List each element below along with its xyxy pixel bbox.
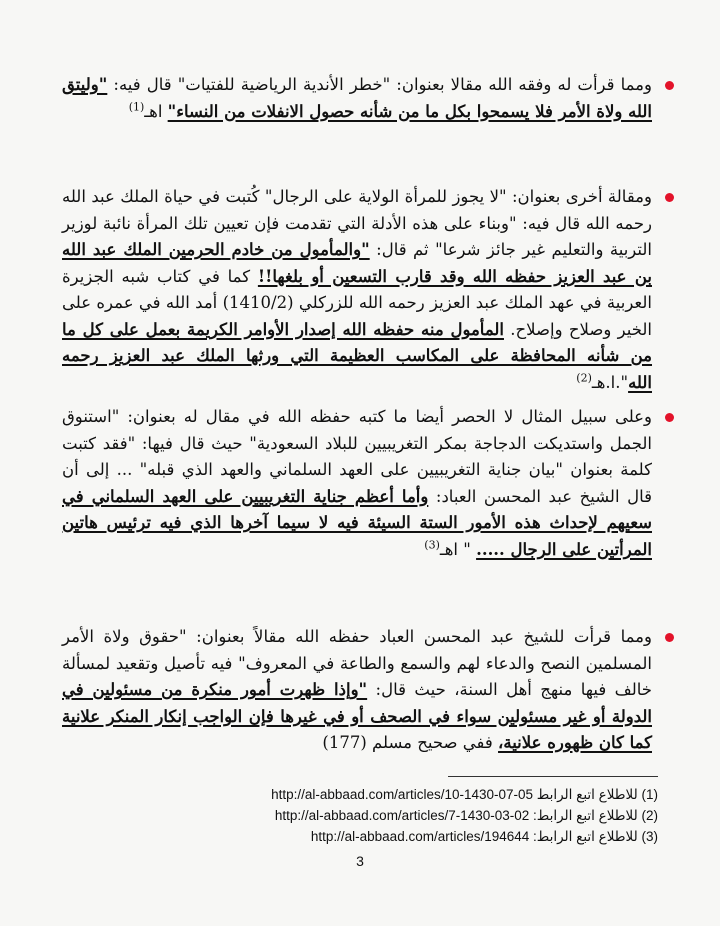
footnote-ref[interactable]: (1) (128, 100, 145, 113)
footnote-link[interactable]: http://al-abbaad.com/articles/7-1430-03-02 (274, 808, 530, 823)
bold-quote: "والمأمول من خادم الحرمين الملك عبد الله بن عبد العزيز حفظه الله وقد قارب التسعين أو بلغها!! (62, 240, 652, 286)
footnote-number: (2) (641, 808, 658, 823)
page-number: 3 (356, 853, 364, 869)
footnote-link[interactable]: http://al-abbaad.com/articles/194644 (310, 829, 530, 844)
footnote-label: للاطلاع اتبع الرابط (536, 787, 638, 802)
footnote-1 (58, 784, 658, 805)
paragraph-1 (62, 72, 662, 125)
bullet-icon (665, 81, 674, 90)
bold-quote: "وإذا ظهرت أمور منكرة من مسئولين في الدولة أو غير مسئولين سواء في الصحف أو في غيرها فإن الواجب إنكار المنكر علانية كما كان ظهوره علانية، (62, 680, 652, 752)
bullet-icon (665, 193, 674, 202)
footnote-label: للاطلاع اتبع الرابط: (533, 808, 638, 823)
footnote-divider (448, 776, 658, 777)
paragraph-2 (62, 184, 662, 396)
footnote-label: للاطلاع اتبع الرابط: (533, 829, 638, 844)
bold-quote: وأما أعظم جناية التغريبيين على العهد السلماني في سعيهم لإحداث هذه الأمور الستة السيئة فيه لا سيما آخرها الذي فيه ترئيس هاتين المرأتين على الرجال ..... (62, 486, 652, 559)
footnote-3 (58, 826, 658, 847)
paragraph-text: ".ا.هـ (591, 372, 629, 392)
bullet-icon (665, 633, 674, 642)
footnote-2 (58, 805, 658, 826)
paragraph-text: ومقالة أخرى بعنوان: "لا يجوز للمرأة الولاية على الرجال" كُتبت في حياة الملك عبد الله رحمه الله قال فيه: "وبناء على هذه الأدلة التي تقدمت فإن تعيين تلك المرأة نائبة لوزير التربية والتعليم غير جائز شرعا" ثم قال: (62, 187, 652, 259)
footnote-ref[interactable]: (3) (424, 538, 440, 551)
paragraph-text: " اهـ (439, 539, 477, 559)
footnote-link[interactable]: http://al-abbaad.com/articles/10-1430-07-05 (271, 787, 534, 802)
paragraph-text: اهـ (144, 101, 168, 121)
paragraph-4 (62, 624, 662, 757)
footnote-number: (1) (641, 787, 658, 802)
footnote-ref[interactable]: (2) (576, 371, 592, 384)
paragraph-text: كما في كتاب شبه الجزيرة العربية في عهد الملك عبد العزيز رحمه الله للزركلي (1410/2) أمد الله في عمره على الخير وصلاح وإصلاح. (62, 266, 653, 339)
paragraph-text: ومما قرأت للشيخ عبد المحسن العباد حفظه الله مقالاً بعنوان: "حقوق ولاة الأمر المسلمين النصح والدعاء لهم والسمع والطاعة في المعروف" فيه تأصيل وتقعيد لمسألة خالف فيها منهج أهل السنة، حيث قال: (62, 627, 652, 699)
footnotes (58, 784, 658, 847)
paragraph-text: ومما قرأت له وفقه الله مقالا بعنوان: "خطر الأندية الرياضية للفتيات" قال فيه: (107, 75, 652, 94)
footnote-number: (3) (641, 829, 658, 844)
bold-quote: المأمول منه حفظه الله إصدار الأوامر الكريمة بعمل على كل ما من شأنه المحافظة على المكاسب العظيمة التي ورثها الملك عبد العزيز رحمه الله (62, 319, 652, 392)
paragraph-3 (62, 404, 662, 563)
paragraph-text: ففي صحيح مسلم (177) (322, 733, 499, 752)
bold-quote: "وليتق الله ولاة الأمر فلا يسمحوا بكل ما من شأنه حصول الانفلات من النساء" (62, 75, 652, 121)
bullet-icon (665, 413, 674, 422)
paragraph-text: وعلى سبيل المثال لا الحصر أيضا ما كتبه حفظه الله في مقال له بعنوان: "استنوق الجمل واستديكت الدجاجة بمكر التغريبيين للبلاد السعودية" حيث قال فيها: "فقد كتبت كلمة بعنوان "بيان جناية التغريبيين على العهد السلماني والعهد الذي قبله" ... إلى أن قال الشيخ عبد المحسن العباد: (62, 407, 653, 506)
